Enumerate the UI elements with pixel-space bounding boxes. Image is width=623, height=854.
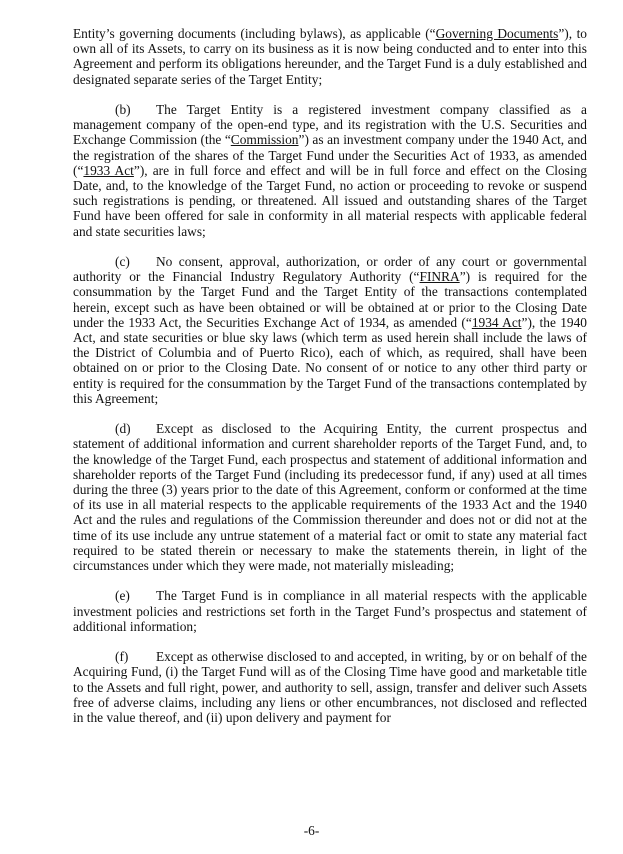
paragraph-label: (f) bbox=[115, 649, 129, 665]
page-number: -6- bbox=[303, 823, 320, 838]
defined-term-1933-act: 1933 Act bbox=[83, 162, 134, 178]
paragraph-a-continuation bbox=[73, 26, 587, 87]
paragraph-e bbox=[73, 588, 587, 634]
defined-term-commission: Commission bbox=[230, 132, 299, 148]
defined-term-governing-documents: Governing Documents bbox=[435, 26, 559, 41]
paragraph-label: (d) bbox=[115, 421, 131, 437]
text-segment: ”) as an investment company under the 1940 Act, and the registration of the shares of the Target Fund under the Securities Act of 1933, as amended (“ bbox=[73, 132, 587, 178]
paragraph-f bbox=[73, 649, 587, 725]
paragraph-label: (e) bbox=[115, 588, 130, 604]
text-segment: The Target Fund is in compliance in all material respects with the applicable investment policies and restrictions set forth in the Target Fund’s prospectus and statement of additional information; bbox=[73, 588, 587, 634]
document-body bbox=[73, 26, 587, 740]
paragraph-label: (c) bbox=[115, 254, 130, 270]
text-segment: Except as disclosed to the Acquiring Entity, the current prospectus and statement of additional information and current shareholder reports of the Target Fund, and, to the knowledge of the Target Fund, each prospectus and statement of additional information and shareholder reports of the Target Fund (including its predecessor fund, if any) used at all times during the three (3) years prior to the date of this Agreement, conform or conformed at the time of its use in all material respects to the applicable requirements of the 1933 Act and the 1940 Act and the rules and regulations of the Commission thereunder and does not or did not at the time of its use include any untrue statement of a material fact or omit to state any material fact required to be stated therein or necessary to make the statements therein, in light of the circumstances under which they were made, not materially misleading; bbox=[73, 421, 587, 574]
paragraph-d bbox=[73, 421, 587, 573]
text-segment: Except as otherwise disclosed to and accepted, in writing, by or on behalf of the Acquiring Fund, (i) the Target Fund will as of the Closing Time have good and marketable title to the Assets and full right, power, and authority to sell, assign, transfer and deliver such Assets free of adverse claims, including any liens or other encumbrances, not disclosed and reflected in the value thereof, and (ii) upon delivery and payment for bbox=[73, 649, 587, 726]
text-segment: Entity’s governing documents (including bylaws), as applicable (“ bbox=[73, 26, 436, 41]
paragraph-b bbox=[73, 102, 587, 239]
text-segment: ”), are in full force and effect and will be in full force and effect on the Closing Date, and, to the knowledge of the Target Fund, no action or proceeding to revoke or suspend such registrations is pending, or threatened. All issued and outstanding shares of the Target Fund have been offered for sale in conformity in all material respects with applicable federal and state securities laws; bbox=[73, 162, 587, 239]
defined-term-1934-act: 1934 Act bbox=[471, 314, 522, 330]
text-segment: The Target Entity is a registered investment company classified as a management company of the open-end type, and its registration with the U.S. Securities and Exchange Commission (the “ bbox=[73, 102, 587, 148]
text-segment: ”) is required for the consummation by the Target Fund and the Target Entity of the transactions contemplated herein, except such as have been obtained or will be obtained at or prior to the Closing Date under the 1933 Act, the Securities Exchange Act of 1934, as amended (“ bbox=[73, 269, 587, 330]
paragraph-c bbox=[73, 254, 587, 406]
text-segment: No consent, approval, authorization, or order of any court or governmental authority or the Financial Industry Regulatory Authority (“ bbox=[73, 254, 587, 285]
paragraph-label: (b) bbox=[115, 102, 131, 117]
text-segment: ”), the 1940 Act, and state securities or blue sky laws (which term as used herein shall include the laws of the District of Columbia and of Puerto Rico), each of which, as required, shall have been obtained on or prior to the Closing Date. No consent of or notice to any other third party or entity is required for the consummation by the Target Fund of the transactions contemplated by this Agreement; bbox=[73, 314, 587, 406]
defined-term-finra: FINRA bbox=[419, 269, 460, 285]
text-segment: ”), to own all of its Assets, to carry on its business as it is now being conducted and to enter into this Agreement and perform its obligations hereunder, and the Target Fund is a duly established and designated separate series of the Target Entity; bbox=[73, 26, 587, 87]
